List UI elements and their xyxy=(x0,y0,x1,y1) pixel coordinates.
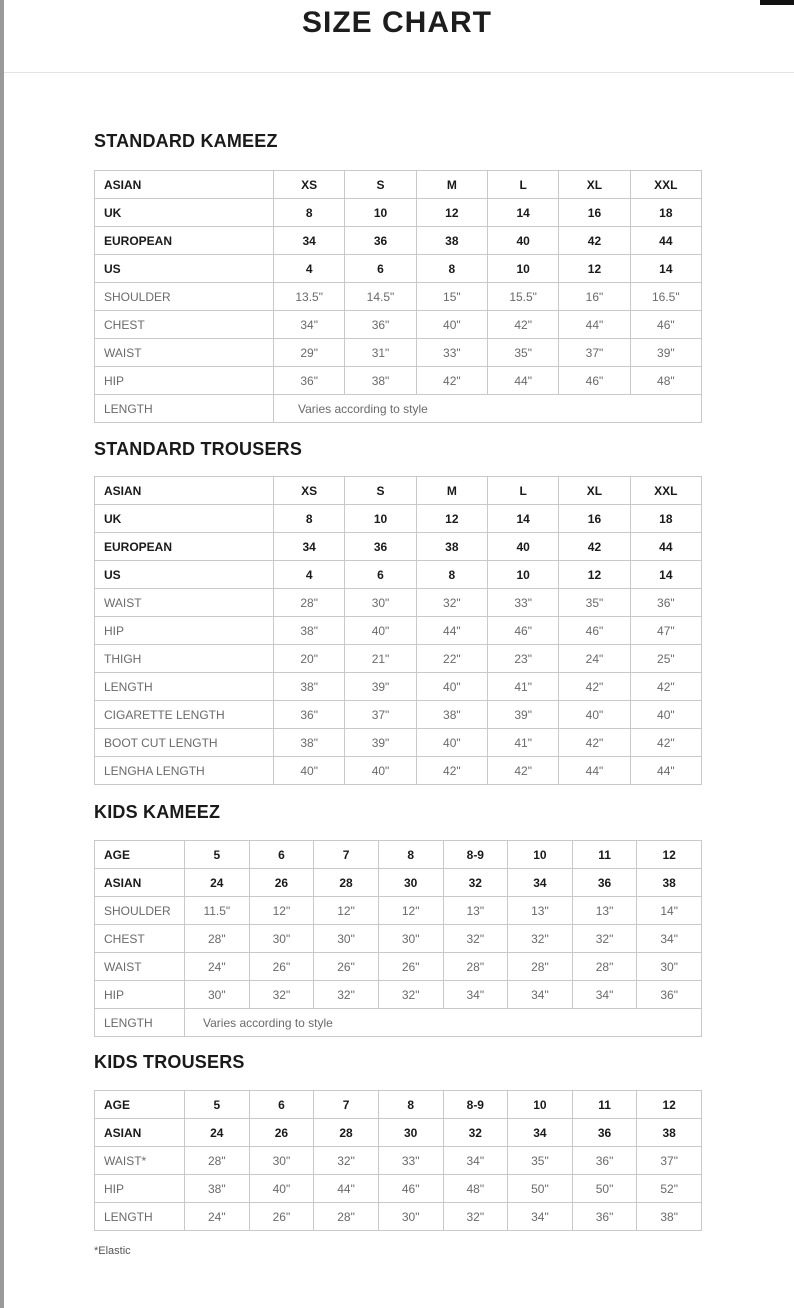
table-cell: 6 xyxy=(249,1091,314,1119)
table-cell: 12 xyxy=(416,199,487,227)
standard-trousers-title: STANDARD TROUSERS xyxy=(94,439,303,459)
table-cell: 30 xyxy=(378,869,443,897)
table-row xyxy=(95,477,702,505)
table-cell: 30" xyxy=(345,589,416,617)
table-row xyxy=(95,869,702,897)
table-row xyxy=(95,339,702,367)
table-row xyxy=(95,1147,702,1175)
table-cell: 30 xyxy=(378,1119,443,1147)
row-label: ASIAN xyxy=(95,171,274,199)
row-label: SHOULDER xyxy=(95,897,185,925)
table-cell: 40 xyxy=(487,227,558,255)
table-cell: 30" xyxy=(249,925,314,953)
table-cell: 40" xyxy=(416,729,487,757)
table-cell: 42" xyxy=(487,757,558,785)
row-label: EUROPEAN xyxy=(95,533,274,561)
table-cell: 40" xyxy=(345,617,416,645)
table-cell: 42" xyxy=(416,367,487,395)
table-cell: 34" xyxy=(508,981,573,1009)
table-cell: 30" xyxy=(185,981,250,1009)
table-cell: 41" xyxy=(487,729,558,757)
table-cell: 38" xyxy=(637,1203,702,1231)
table-cell: 20" xyxy=(274,645,345,673)
table-cell: 35" xyxy=(508,1147,573,1175)
row-label: LENGTH xyxy=(95,1203,185,1231)
table-cell: 42" xyxy=(416,757,487,785)
title-divider xyxy=(4,72,794,73)
table-cell: 37" xyxy=(637,1147,702,1175)
table-cell: 12" xyxy=(378,897,443,925)
table-cell: 39" xyxy=(345,673,416,701)
kids-trousers-table xyxy=(94,1090,702,1231)
table-cell: 36" xyxy=(345,311,416,339)
table-cell: 32 xyxy=(443,1119,508,1147)
kids-trousers-title: KIDS TROUSERS xyxy=(94,1052,245,1072)
table-cell: 18 xyxy=(630,505,701,533)
table-row xyxy=(95,1091,702,1119)
table-cell: 28" xyxy=(185,925,250,953)
table-cell: 36" xyxy=(572,1147,637,1175)
table-cell: 38" xyxy=(274,673,345,701)
table-cell: 48" xyxy=(443,1175,508,1203)
table-cell: 44" xyxy=(559,311,630,339)
table-cell: 34" xyxy=(508,1203,573,1231)
table-row xyxy=(95,981,702,1009)
table-cell: 39" xyxy=(630,339,701,367)
row-label: US xyxy=(95,255,274,283)
table-cell: 26 xyxy=(249,869,314,897)
table-cell: 12 xyxy=(416,505,487,533)
table-cell: 40" xyxy=(630,701,701,729)
row-label: LENGTH xyxy=(95,673,274,701)
kids-kameez-table xyxy=(94,840,702,1037)
table-row xyxy=(95,199,702,227)
table-cell: 38" xyxy=(185,1175,250,1203)
table-cell: 30" xyxy=(378,1203,443,1231)
table-cell: 30" xyxy=(637,953,702,981)
corner-mark xyxy=(760,0,794,5)
table-cell: 42" xyxy=(487,311,558,339)
table-cell: 36" xyxy=(274,367,345,395)
table-cell: 30" xyxy=(378,925,443,953)
table-cell: 8 xyxy=(378,1091,443,1119)
table-cell: 18 xyxy=(630,199,701,227)
length-note: Varies according to style xyxy=(274,395,702,423)
row-label: UK xyxy=(95,505,274,533)
table-row xyxy=(95,1203,702,1231)
page-title: SIZE CHART xyxy=(302,6,492,39)
table-cell: 32" xyxy=(249,981,314,1009)
table-cell: M xyxy=(416,171,487,199)
table-cell: 21" xyxy=(345,645,416,673)
table-row xyxy=(95,841,702,869)
table-cell: 38 xyxy=(637,869,702,897)
table-cell: 42 xyxy=(559,227,630,255)
table-cell: 12 xyxy=(559,255,630,283)
row-label: HIP xyxy=(95,367,274,395)
table-cell: 32" xyxy=(508,925,573,953)
table-cell: 10 xyxy=(345,199,416,227)
table-cell: 36" xyxy=(630,589,701,617)
table-cell: 24" xyxy=(559,645,630,673)
row-label: AGE xyxy=(95,1091,185,1119)
table-cell: 42" xyxy=(630,673,701,701)
table-cell: 26 xyxy=(249,1119,314,1147)
table-cell: 8-9 xyxy=(443,1091,508,1119)
table-row xyxy=(95,617,702,645)
table-row xyxy=(95,925,702,953)
table-cell: 29" xyxy=(274,339,345,367)
table-cell: XL xyxy=(559,171,630,199)
table-cell: 36" xyxy=(274,701,345,729)
standard-kameez-title: STANDARD KAMEEZ xyxy=(94,131,278,151)
table-cell: 46" xyxy=(559,367,630,395)
table-cell: 28 xyxy=(314,1119,379,1147)
table-cell: 28" xyxy=(508,953,573,981)
table-cell: 48" xyxy=(630,367,701,395)
table-cell: 28" xyxy=(314,1203,379,1231)
table-cell: 13" xyxy=(572,897,637,925)
table-cell: 40" xyxy=(345,757,416,785)
row-label: THIGH xyxy=(95,645,274,673)
row-label: US xyxy=(95,561,274,589)
table-cell: 24 xyxy=(185,869,250,897)
table-cell: 30" xyxy=(314,925,379,953)
table-cell: 12" xyxy=(249,897,314,925)
table-cell: 12" xyxy=(314,897,379,925)
table-cell: 32" xyxy=(416,589,487,617)
table-cell: 32 xyxy=(443,869,508,897)
table-cell: 36 xyxy=(572,1119,637,1147)
table-cell: 14 xyxy=(487,505,558,533)
table-cell: 8 xyxy=(274,199,345,227)
table-cell: 37" xyxy=(559,339,630,367)
table-cell: 50" xyxy=(572,1175,637,1203)
table-cell: 8 xyxy=(274,505,345,533)
table-cell: 32" xyxy=(443,1203,508,1231)
table-cell: 8 xyxy=(416,561,487,589)
table-row xyxy=(95,561,702,589)
table-cell: 46" xyxy=(630,311,701,339)
table-cell: 40" xyxy=(274,757,345,785)
table-cell: 38 xyxy=(416,533,487,561)
table-cell: 42" xyxy=(559,729,630,757)
table-row xyxy=(95,589,702,617)
table-cell: 36" xyxy=(637,981,702,1009)
table-cell: 38" xyxy=(274,729,345,757)
table-cell: 14 xyxy=(487,199,558,227)
table-cell: 26" xyxy=(249,953,314,981)
table-cell: 25" xyxy=(630,645,701,673)
table-cell: 32" xyxy=(314,981,379,1009)
table-cell: 33" xyxy=(487,589,558,617)
table-cell: 10 xyxy=(508,1091,573,1119)
table-cell: 24" xyxy=(185,1203,250,1231)
row-label: LENGTH xyxy=(95,1009,185,1037)
left-edge xyxy=(0,0,4,1308)
table-cell: 40 xyxy=(487,533,558,561)
table-cell: 4 xyxy=(274,561,345,589)
table-cell: 36 xyxy=(345,533,416,561)
table-cell: 28" xyxy=(443,953,508,981)
table-cell: 34" xyxy=(443,1147,508,1175)
table-cell: 33" xyxy=(378,1147,443,1175)
table-cell: XL xyxy=(559,477,630,505)
table-cell: 32" xyxy=(443,925,508,953)
table-cell: 26" xyxy=(249,1203,314,1231)
table-row xyxy=(95,311,702,339)
table-cell: 8-9 xyxy=(443,841,508,869)
table-cell: 36 xyxy=(572,869,637,897)
row-label: CIGARETTE LENGTH xyxy=(95,701,274,729)
table-row xyxy=(95,729,702,757)
table-cell: 13" xyxy=(508,897,573,925)
table-cell: 16 xyxy=(559,199,630,227)
table-cell: 8 xyxy=(416,255,487,283)
table-cell: 38 xyxy=(637,1119,702,1147)
table-cell: 10 xyxy=(487,255,558,283)
table-cell: 23" xyxy=(487,645,558,673)
table-cell: 42 xyxy=(559,533,630,561)
table-cell: 8 xyxy=(378,841,443,869)
table-cell: 14 xyxy=(630,561,701,589)
table-row xyxy=(95,953,702,981)
row-label: HIP xyxy=(95,1175,185,1203)
standard-trousers-table xyxy=(94,476,702,785)
table-cell: 41" xyxy=(487,673,558,701)
table-cell: 35" xyxy=(559,589,630,617)
row-label: WAIST* xyxy=(95,1147,185,1175)
row-label: CHEST xyxy=(95,311,274,339)
table-cell: 32" xyxy=(314,1147,379,1175)
table-cell: 47" xyxy=(630,617,701,645)
table-cell: 28" xyxy=(185,1147,250,1175)
table-cell: 16" xyxy=(559,283,630,311)
table-cell: 35" xyxy=(487,339,558,367)
table-cell: 44" xyxy=(314,1175,379,1203)
table-row xyxy=(95,227,702,255)
table-cell: 6 xyxy=(249,841,314,869)
table-cell: 38" xyxy=(345,367,416,395)
table-cell: 34 xyxy=(508,1119,573,1147)
table-cell: M xyxy=(416,477,487,505)
table-cell: 42" xyxy=(630,729,701,757)
table-cell: 39" xyxy=(345,729,416,757)
row-label: LENGTH xyxy=(95,395,274,423)
row-label: HIP xyxy=(95,617,274,645)
table-row xyxy=(95,897,702,925)
table-cell: 31" xyxy=(345,339,416,367)
table-cell: 10 xyxy=(345,505,416,533)
table-row xyxy=(95,1175,702,1203)
table-cell: 44" xyxy=(487,367,558,395)
table-cell: 5 xyxy=(185,1091,250,1119)
table-cell: 38" xyxy=(416,701,487,729)
table-cell: 37" xyxy=(345,701,416,729)
table-row xyxy=(95,757,702,785)
table-cell: 12 xyxy=(637,1091,702,1119)
table-cell: 33" xyxy=(416,339,487,367)
table-cell: 14 xyxy=(630,255,701,283)
table-row xyxy=(95,283,702,311)
row-label: WAIST xyxy=(95,953,185,981)
length-note: Varies according to style xyxy=(185,1009,702,1037)
table-cell: 6 xyxy=(345,561,416,589)
table-cell: L xyxy=(487,171,558,199)
row-label: ASIAN xyxy=(95,1119,185,1147)
table-cell: 42" xyxy=(559,673,630,701)
row-label: EUROPEAN xyxy=(95,227,274,255)
table-row xyxy=(95,505,702,533)
table-cell: 34" xyxy=(443,981,508,1009)
table-cell: 46" xyxy=(487,617,558,645)
table-cell: 52" xyxy=(637,1175,702,1203)
elastic-footnote: *Elastic xyxy=(94,1245,131,1257)
table-row xyxy=(95,1009,702,1037)
table-cell: 10 xyxy=(508,841,573,869)
kids-kameez-title: KIDS KAMEEZ xyxy=(94,802,221,822)
table-cell: 32" xyxy=(378,981,443,1009)
table-cell: 34" xyxy=(637,925,702,953)
row-label: ASIAN xyxy=(95,477,274,505)
table-cell: 28" xyxy=(572,953,637,981)
table-cell: L xyxy=(487,477,558,505)
table-row xyxy=(95,171,702,199)
table-cell: 14" xyxy=(637,897,702,925)
table-cell: 15.5" xyxy=(487,283,558,311)
table-cell: XXL xyxy=(630,171,701,199)
table-cell: 26" xyxy=(314,953,379,981)
table-cell: 16 xyxy=(559,505,630,533)
table-cell: 50" xyxy=(508,1175,573,1203)
table-cell: 12 xyxy=(559,561,630,589)
row-label: WAIST xyxy=(95,339,274,367)
row-label: LENGHA LENGTH xyxy=(95,757,274,785)
table-cell: 4 xyxy=(274,255,345,283)
table-cell: 11.5" xyxy=(185,897,250,925)
table-row xyxy=(95,533,702,561)
table-row xyxy=(95,673,702,701)
row-label: ASIAN xyxy=(95,869,185,897)
table-cell: 36 xyxy=(345,227,416,255)
table-row xyxy=(95,395,702,423)
table-cell: XS xyxy=(274,171,345,199)
table-cell: XXL xyxy=(630,477,701,505)
table-cell: 44" xyxy=(416,617,487,645)
standard-kameez-table xyxy=(94,170,702,423)
table-cell: 13" xyxy=(443,897,508,925)
table-row xyxy=(95,255,702,283)
table-cell: 44 xyxy=(630,533,701,561)
table-cell: 15" xyxy=(416,283,487,311)
row-label: WAIST xyxy=(95,589,274,617)
table-cell: 24" xyxy=(185,953,250,981)
table-row xyxy=(95,367,702,395)
row-label: HIP xyxy=(95,981,185,1009)
row-label: UK xyxy=(95,199,274,227)
row-label: CHEST xyxy=(95,925,185,953)
table-cell: 40" xyxy=(249,1175,314,1203)
table-cell: S xyxy=(345,477,416,505)
table-cell: 38 xyxy=(416,227,487,255)
table-cell: 46" xyxy=(378,1175,443,1203)
table-cell: 28 xyxy=(314,869,379,897)
table-cell: 14.5" xyxy=(345,283,416,311)
table-cell: 34" xyxy=(572,981,637,1009)
table-cell: 44 xyxy=(630,227,701,255)
table-cell: 39" xyxy=(487,701,558,729)
table-cell: XS xyxy=(274,477,345,505)
table-cell: 11 xyxy=(572,1091,637,1119)
table-cell: 36" xyxy=(572,1203,637,1231)
table-cell: S xyxy=(345,171,416,199)
table-cell: 12 xyxy=(637,841,702,869)
table-cell: 40" xyxy=(559,701,630,729)
table-cell: 34 xyxy=(508,869,573,897)
table-cell: 32" xyxy=(572,925,637,953)
table-cell: 38" xyxy=(274,617,345,645)
table-cell: 24 xyxy=(185,1119,250,1147)
table-cell: 26" xyxy=(378,953,443,981)
table-cell: 34 xyxy=(274,227,345,255)
table-cell: 6 xyxy=(345,255,416,283)
table-cell: 13.5" xyxy=(274,283,345,311)
table-cell: 10 xyxy=(487,561,558,589)
row-label: BOOT CUT LENGTH xyxy=(95,729,274,757)
table-cell: 16.5" xyxy=(630,283,701,311)
row-label: SHOULDER xyxy=(95,283,274,311)
table-cell: 28" xyxy=(274,589,345,617)
table-cell: 46" xyxy=(559,617,630,645)
table-cell: 34 xyxy=(274,533,345,561)
table-cell: 44" xyxy=(559,757,630,785)
table-row xyxy=(95,1119,702,1147)
table-cell: 40" xyxy=(416,673,487,701)
table-cell: 30" xyxy=(249,1147,314,1175)
table-cell: 22" xyxy=(416,645,487,673)
table-cell: 44" xyxy=(630,757,701,785)
table-row xyxy=(95,701,702,729)
row-label: AGE xyxy=(95,841,185,869)
table-row xyxy=(95,645,702,673)
table-cell: 7 xyxy=(314,1091,379,1119)
table-cell: 34" xyxy=(274,311,345,339)
table-cell: 40" xyxy=(416,311,487,339)
table-cell: 7 xyxy=(314,841,379,869)
table-cell: 5 xyxy=(185,841,250,869)
table-cell: 11 xyxy=(572,841,637,869)
